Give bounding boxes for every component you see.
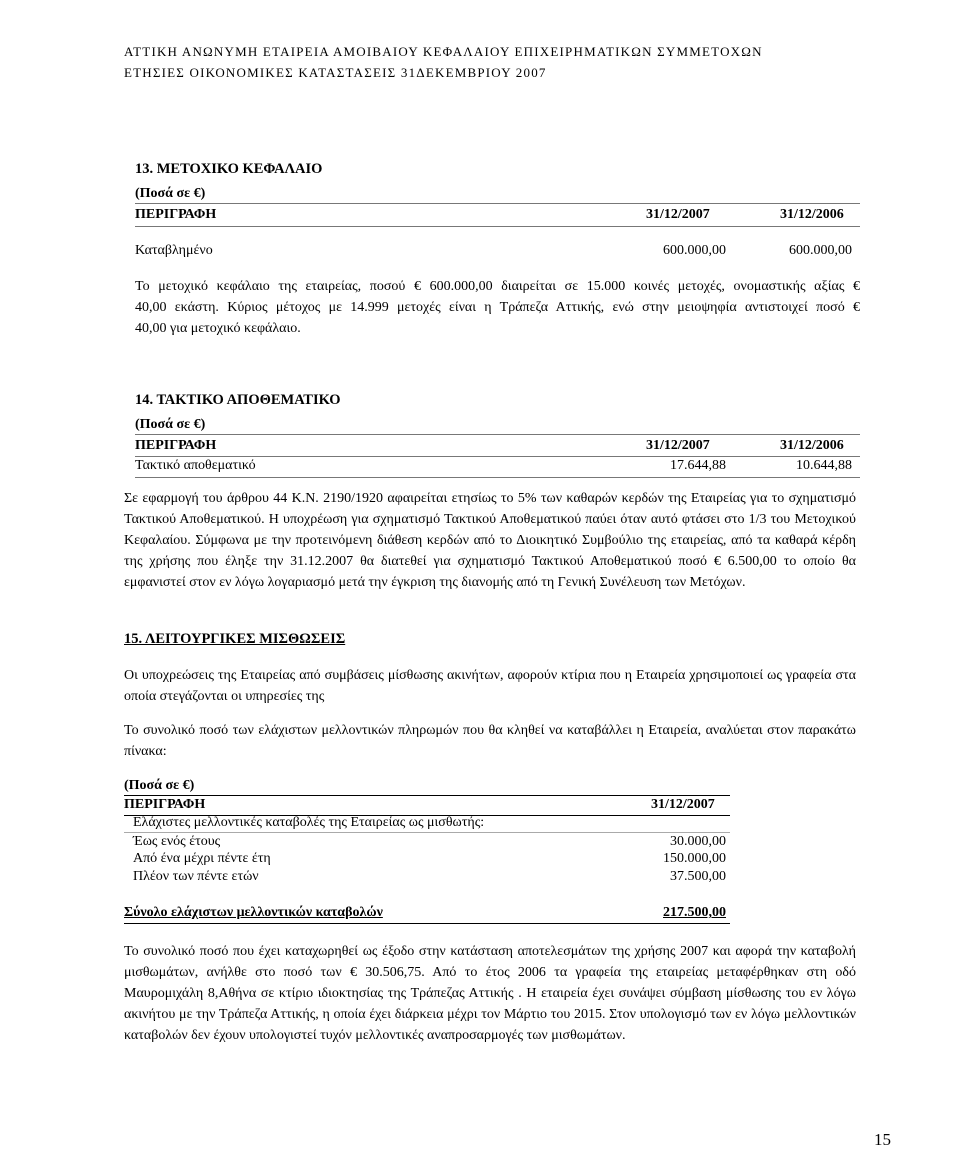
lease-row-value: 37.500,00 [670, 869, 726, 884]
page-number: 15 [874, 1130, 891, 1149]
lease-row-value: 30.000,00 [670, 834, 726, 849]
section-13-header-rule [135, 226, 860, 227]
section-14-row-2006: 10.644,88 [796, 458, 852, 473]
lease-row-value: 150.000,00 [663, 851, 726, 866]
section-15-subheader: Ελάχιστες μελλοντικές καταβολές της Εταιρείας ως μισθωτής: [133, 815, 485, 830]
section-14-row-2007: 17.644,88 [670, 458, 726, 473]
section-15-table-bottom-rule [124, 923, 730, 924]
section-15-col-description: ΠΕΡΙΓΡΑΦΗ [124, 797, 206, 812]
section-15-paragraph-2: Το συνολικό ποσό των ελάχιστων μελλοντικών πληρωμών που θα κληθεί να καταβάλλει η Εταιρεία, αναλύεται στον παρακάτω πίνακα: [124, 723, 856, 759]
section-13-paragraph-line-3: 40,00 για μετοχικό κεφάλαιο. [135, 321, 301, 336]
section-14-table-top-rule [135, 434, 860, 435]
document-header-subtitle: ΕΤΗΣΙΕΣ ΟΙΚΟΝΟΜΙΚΕΣ ΚΑΤΑΣΤΑΣΕΙΣ 31ΔΕΚΕΜΒΡΙΟΥ 2007 [124, 65, 547, 80]
lease-row-label: Έως ενός έτους [133, 834, 221, 849]
lease-total-value: 217.500,00 [663, 905, 726, 920]
document-header-title: ΑΤΤΙΚΗ ΑΝΩΝΥΜΗ ΕΤΑΙΡΕΙΑ ΑΜΟΙΒΑΙΟΥ ΚΕΦΑΛΑΙΟΥ ΕΠΙΧΕΙΡΗΜΑΤΙΚΩΝ ΣΥΜΜΕΤΟΧΩΝ [124, 44, 763, 59]
lease-row-label: Από ένα μέχρι πέντε έτη [133, 851, 271, 866]
section-14-amounts-note: (Ποσά σε €) [135, 417, 206, 432]
lease-total-label: Σύνολο ελάχιστων μελλοντικών καταβολών [124, 905, 383, 920]
section-15-amounts-note: (Ποσά σε €) [124, 778, 195, 793]
lease-row-label: Πλέον των πέντε ετών [133, 869, 259, 884]
section-13-col-description: ΠΕΡΙΓΡΑΦΗ [135, 207, 217, 222]
section-13-paragraph-line-2: 40,00 εκάστη. Κύριος μέτοχος με 14.999 μετοχές είναι η Τράπεζα Αττικής, ενώ στην μειοψηφία αντιστοιχεί ποσό € [135, 300, 860, 315]
section-14-header-rule [135, 456, 860, 457]
section-13-paragraph-line-1: Το μετοχικό κεφάλαιο της εταιρείας, ποσού € 600.000,00 διαιρείται σε 15.000 κοινές μετοχές, ονομαστικής αξίας € [135, 279, 860, 294]
section-15-title: 15. ΛΕΙΤΟΥΡΓΙΚΕΣ ΜΙΣΘΩΣΕΙΣ [124, 631, 346, 647]
section-14-table-bottom-rule [135, 477, 860, 478]
section-13-table-top-rule [135, 203, 860, 204]
section-15-paragraph-3: Το συνολικό ποσό που έχει καταχωρηθεί ως έξοδο στην κατάσταση αποτελεσμάτων της χρήσης 2007 και αφορά την καταβολή μισθωμάτων, ανήλθε στο ποσό των € 30.506,75. Από το έτος 2006 τα γραφεία της εταιρείας μεταφέρθηκαν στη οδό Μαυρομιχάλη 8,Αθήνα σε κτίριο ιδιοκτησίας της Τράπεζας Αττικής . Η εταιρεία έχει συνάψει σύμβαση μίσθωσης του εν λόγω ακινήτου με την Τράπεζα Αττικής, η οποία έχει διάρκεια μέχρι τον Μάρτιο του 2015. Στον υπολογισμό των εν λόγω μελλοντικών καταβολών δεν έχουν υπολογιστεί τυχόν μελλοντικές αναπροσαρμογές των μισθωμάτων. [124, 944, 856, 1043]
section-13-row-label: Καταβλημένο [135, 243, 213, 258]
section-15-subheader-rule [124, 832, 730, 833]
section-13-row-2007: 600.000,00 [663, 243, 726, 258]
section-14-paragraph: Σε εφαρμογή του άρθρου 44 Κ.Ν. 2190/1920 αφαιρείται ετησίως το 5% των καθαρών κερδών της Εταιρείας για το σχηματισμό Τακτικού Αποθεματικού. Η υποχρέωση για σχηματισμό Τακτικού Αποθεματικού παύει όταν αυτό φτάσει στο 1/3 του Μετοχικού Κεφαλαίου. Σύμφωνα με την προτεινόμενη διάθεση κερδών από το Διοικητικό Συμβούλιο της εταιρείας, από τα καθαρά κέρδη της χρήσης που έληξε την 31.12.2007 θα διατεθεί για σχηματισμό Τακτικού Αποθεματικού ποσό € 6.500,00 το οποίο θα εμφανιστεί στον εν λόγω λογαριασμό μετά την έγκριση της διανομής από τη Γενική Συνέλευση των Μετόχων. [124, 491, 856, 590]
section-13-col-2007: 31/12/2007 [646, 207, 710, 222]
section-15-table-top-rule [124, 795, 730, 796]
section-13-amounts-note: (Ποσά σε €) [135, 186, 206, 201]
section-14-title: 14. ΤΑΚΤΙΚΟ ΑΠΟΘΕΜΑΤΙΚΟ [135, 392, 341, 408]
section-14-col-2006: 31/12/2006 [780, 438, 844, 453]
section-13-col-2006: 31/12/2006 [780, 207, 844, 222]
section-13-title: 13. ΜΕΤΟΧΙΚΟ ΚΕΦΑΛΑΙΟ [135, 161, 323, 177]
section-14-col-description: ΠΕΡΙΓΡΑΦΗ [135, 438, 217, 453]
section-14-row-label: Τακτικό αποθεματικό [135, 458, 256, 473]
section-13-row-2006: 600.000,00 [789, 243, 852, 258]
section-14-col-2007: 31/12/2007 [646, 438, 710, 453]
section-15-col-2007: 31/12/2007 [651, 797, 715, 812]
section-15-paragraph-1: Οι υποχρεώσεις της Εταιρείας από συμβάσεις μίσθωσης ακινήτων, αφορούν κτίρια που η Εταιρεία χρησιμοποιεί ως γραφεία στα οποία στεγάζονται οι υπηρεσίες της [124, 668, 856, 704]
